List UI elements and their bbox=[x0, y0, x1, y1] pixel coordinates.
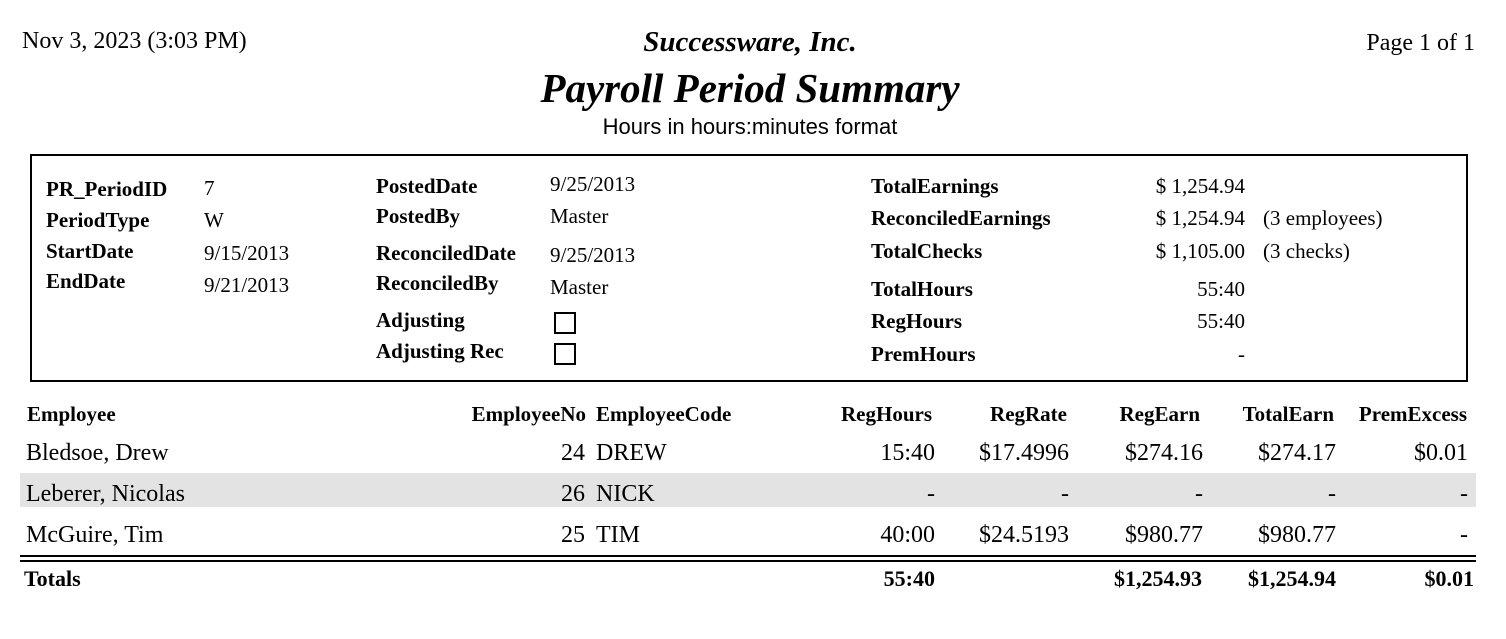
totals-divider-bottom bbox=[20, 560, 1476, 562]
end-date-label: EndDate bbox=[46, 269, 126, 293]
reconciled-by-value: Master bbox=[550, 275, 609, 299]
reconciled-by-label: ReconciledBy bbox=[376, 271, 499, 295]
prem-hours-value: - bbox=[1238, 342, 1245, 366]
col-header-reg-earn: RegEarn bbox=[1119, 402, 1200, 426]
table-row-total-earn: $980.77 bbox=[1258, 522, 1336, 548]
table-row-prem-excess: $0.01 bbox=[1414, 440, 1468, 466]
col-header-total-earn: TotalEarn bbox=[1242, 402, 1334, 426]
table-row-reg-hours: 15:40 bbox=[880, 440, 935, 466]
col-header-employee-no: EmployeeNo bbox=[471, 402, 586, 426]
table-row-reg-hours: - bbox=[927, 481, 935, 507]
adjusting-rec-checkbox bbox=[554, 343, 576, 365]
totals-label: Totals bbox=[24, 566, 81, 591]
total-checks-value: $ 1,105.00 bbox=[1155, 239, 1245, 263]
table-row-reg-earn: $980.77 bbox=[1125, 522, 1203, 548]
adjusting-rec-label: Adjusting Rec bbox=[376, 339, 504, 363]
posted-by-label: PostedBy bbox=[376, 204, 460, 228]
reconciled-date-value: 9/25/2013 bbox=[550, 243, 636, 267]
table-row-employee: Leberer, Nicolas bbox=[26, 481, 185, 507]
reg-hours-label: RegHours bbox=[871, 309, 962, 333]
reconciled-date-label: ReconciledDate bbox=[376, 241, 516, 265]
col-header-reg-rate: RegRate bbox=[990, 402, 1067, 426]
table-row-reg-earn: $274.16 bbox=[1125, 440, 1203, 466]
table-row-employee: McGuire, Tim bbox=[26, 522, 164, 548]
table-row-prem-excess: - bbox=[1460, 522, 1468, 548]
start-date-label: StartDate bbox=[46, 239, 134, 263]
period-type-label: PeriodType bbox=[46, 208, 150, 232]
table-row-prem-excess: - bbox=[1460, 481, 1468, 507]
table-row-employee-code: NICK bbox=[596, 481, 655, 507]
report-title: Payroll Period Summary bbox=[540, 65, 960, 111]
posted-by-value: Master bbox=[550, 204, 609, 228]
total-checks-note: (3 checks) bbox=[1263, 239, 1350, 263]
end-date-value: 9/21/2013 bbox=[204, 273, 290, 297]
adjusting-checkbox bbox=[554, 312, 576, 334]
table-row-total-earn: - bbox=[1328, 481, 1336, 507]
col-header-prem-excess: PremExcess bbox=[1358, 402, 1467, 426]
posted-date-value: 9/25/2013 bbox=[550, 172, 636, 196]
totals-reg-earn: $1,254.93 bbox=[1114, 566, 1202, 591]
table-row-reg-earn: - bbox=[1195, 481, 1203, 507]
table-row-reg-rate: $17.4996 bbox=[979, 440, 1069, 466]
table-row-reg-rate: - bbox=[1061, 481, 1069, 507]
period-id-label: PR_PeriodID bbox=[46, 177, 168, 201]
total-hours-value: 55:40 bbox=[1197, 277, 1245, 301]
total-earnings-value: $ 1,254.94 bbox=[1155, 174, 1245, 198]
total-hours-label: TotalHours bbox=[871, 277, 973, 301]
reconciled-earnings-note: (3 employees) bbox=[1263, 206, 1383, 230]
adjusting-label: Adjusting bbox=[376, 308, 465, 332]
company-name: Successware, Inc. bbox=[643, 26, 857, 58]
period-type-value: W bbox=[204, 208, 224, 232]
period-id-value: 7 bbox=[204, 176, 215, 200]
totals-total-earn: $1,254.94 bbox=[1248, 566, 1336, 591]
table-row-reg-hours: 40:00 bbox=[880, 522, 935, 548]
totals-reg-hours: 55:40 bbox=[883, 566, 935, 591]
reconciled-earnings-label: ReconciledEarnings bbox=[871, 206, 1051, 230]
col-header-employee: Employee bbox=[27, 402, 116, 426]
print-date: Nov 3, 2023 (3:03 PM) bbox=[22, 28, 247, 54]
table-row-employee-no: 25 bbox=[561, 522, 585, 548]
start-date-value: 9/15/2013 bbox=[204, 241, 290, 265]
totals-prem-excess: $0.01 bbox=[1424, 566, 1474, 591]
table-row-total-earn: $274.17 bbox=[1258, 440, 1336, 466]
table-row-employee-no: 24 bbox=[561, 440, 585, 466]
table-row-band bbox=[20, 473, 1476, 507]
table-row-employee-no: 26 bbox=[561, 481, 585, 507]
posted-date-label: PostedDate bbox=[376, 174, 478, 198]
col-header-employee-code: EmployeeCode bbox=[596, 402, 732, 426]
table-row-employee-code: DREW bbox=[596, 440, 667, 466]
reg-hours-value: 55:40 bbox=[1197, 309, 1245, 333]
page-number: Page 1 of 1 bbox=[1366, 30, 1475, 56]
totals-divider-top bbox=[20, 555, 1476, 557]
table-row-employee-code: TIM bbox=[596, 522, 640, 548]
total-checks-label: TotalChecks bbox=[871, 239, 983, 263]
total-earnings-label: TotalEarnings bbox=[871, 174, 999, 198]
report-subtitle: Hours in hours:minutes format bbox=[602, 114, 898, 139]
prem-hours-label: PremHours bbox=[871, 342, 976, 366]
table-row-reg-rate: $24.5193 bbox=[979, 522, 1069, 548]
reconciled-earnings-value: $ 1,254.94 bbox=[1155, 206, 1245, 230]
col-header-reg-hours: RegHours bbox=[841, 402, 932, 426]
period-summary-box bbox=[30, 154, 1468, 382]
table-row-employee: Bledsoe, Drew bbox=[26, 440, 169, 466]
